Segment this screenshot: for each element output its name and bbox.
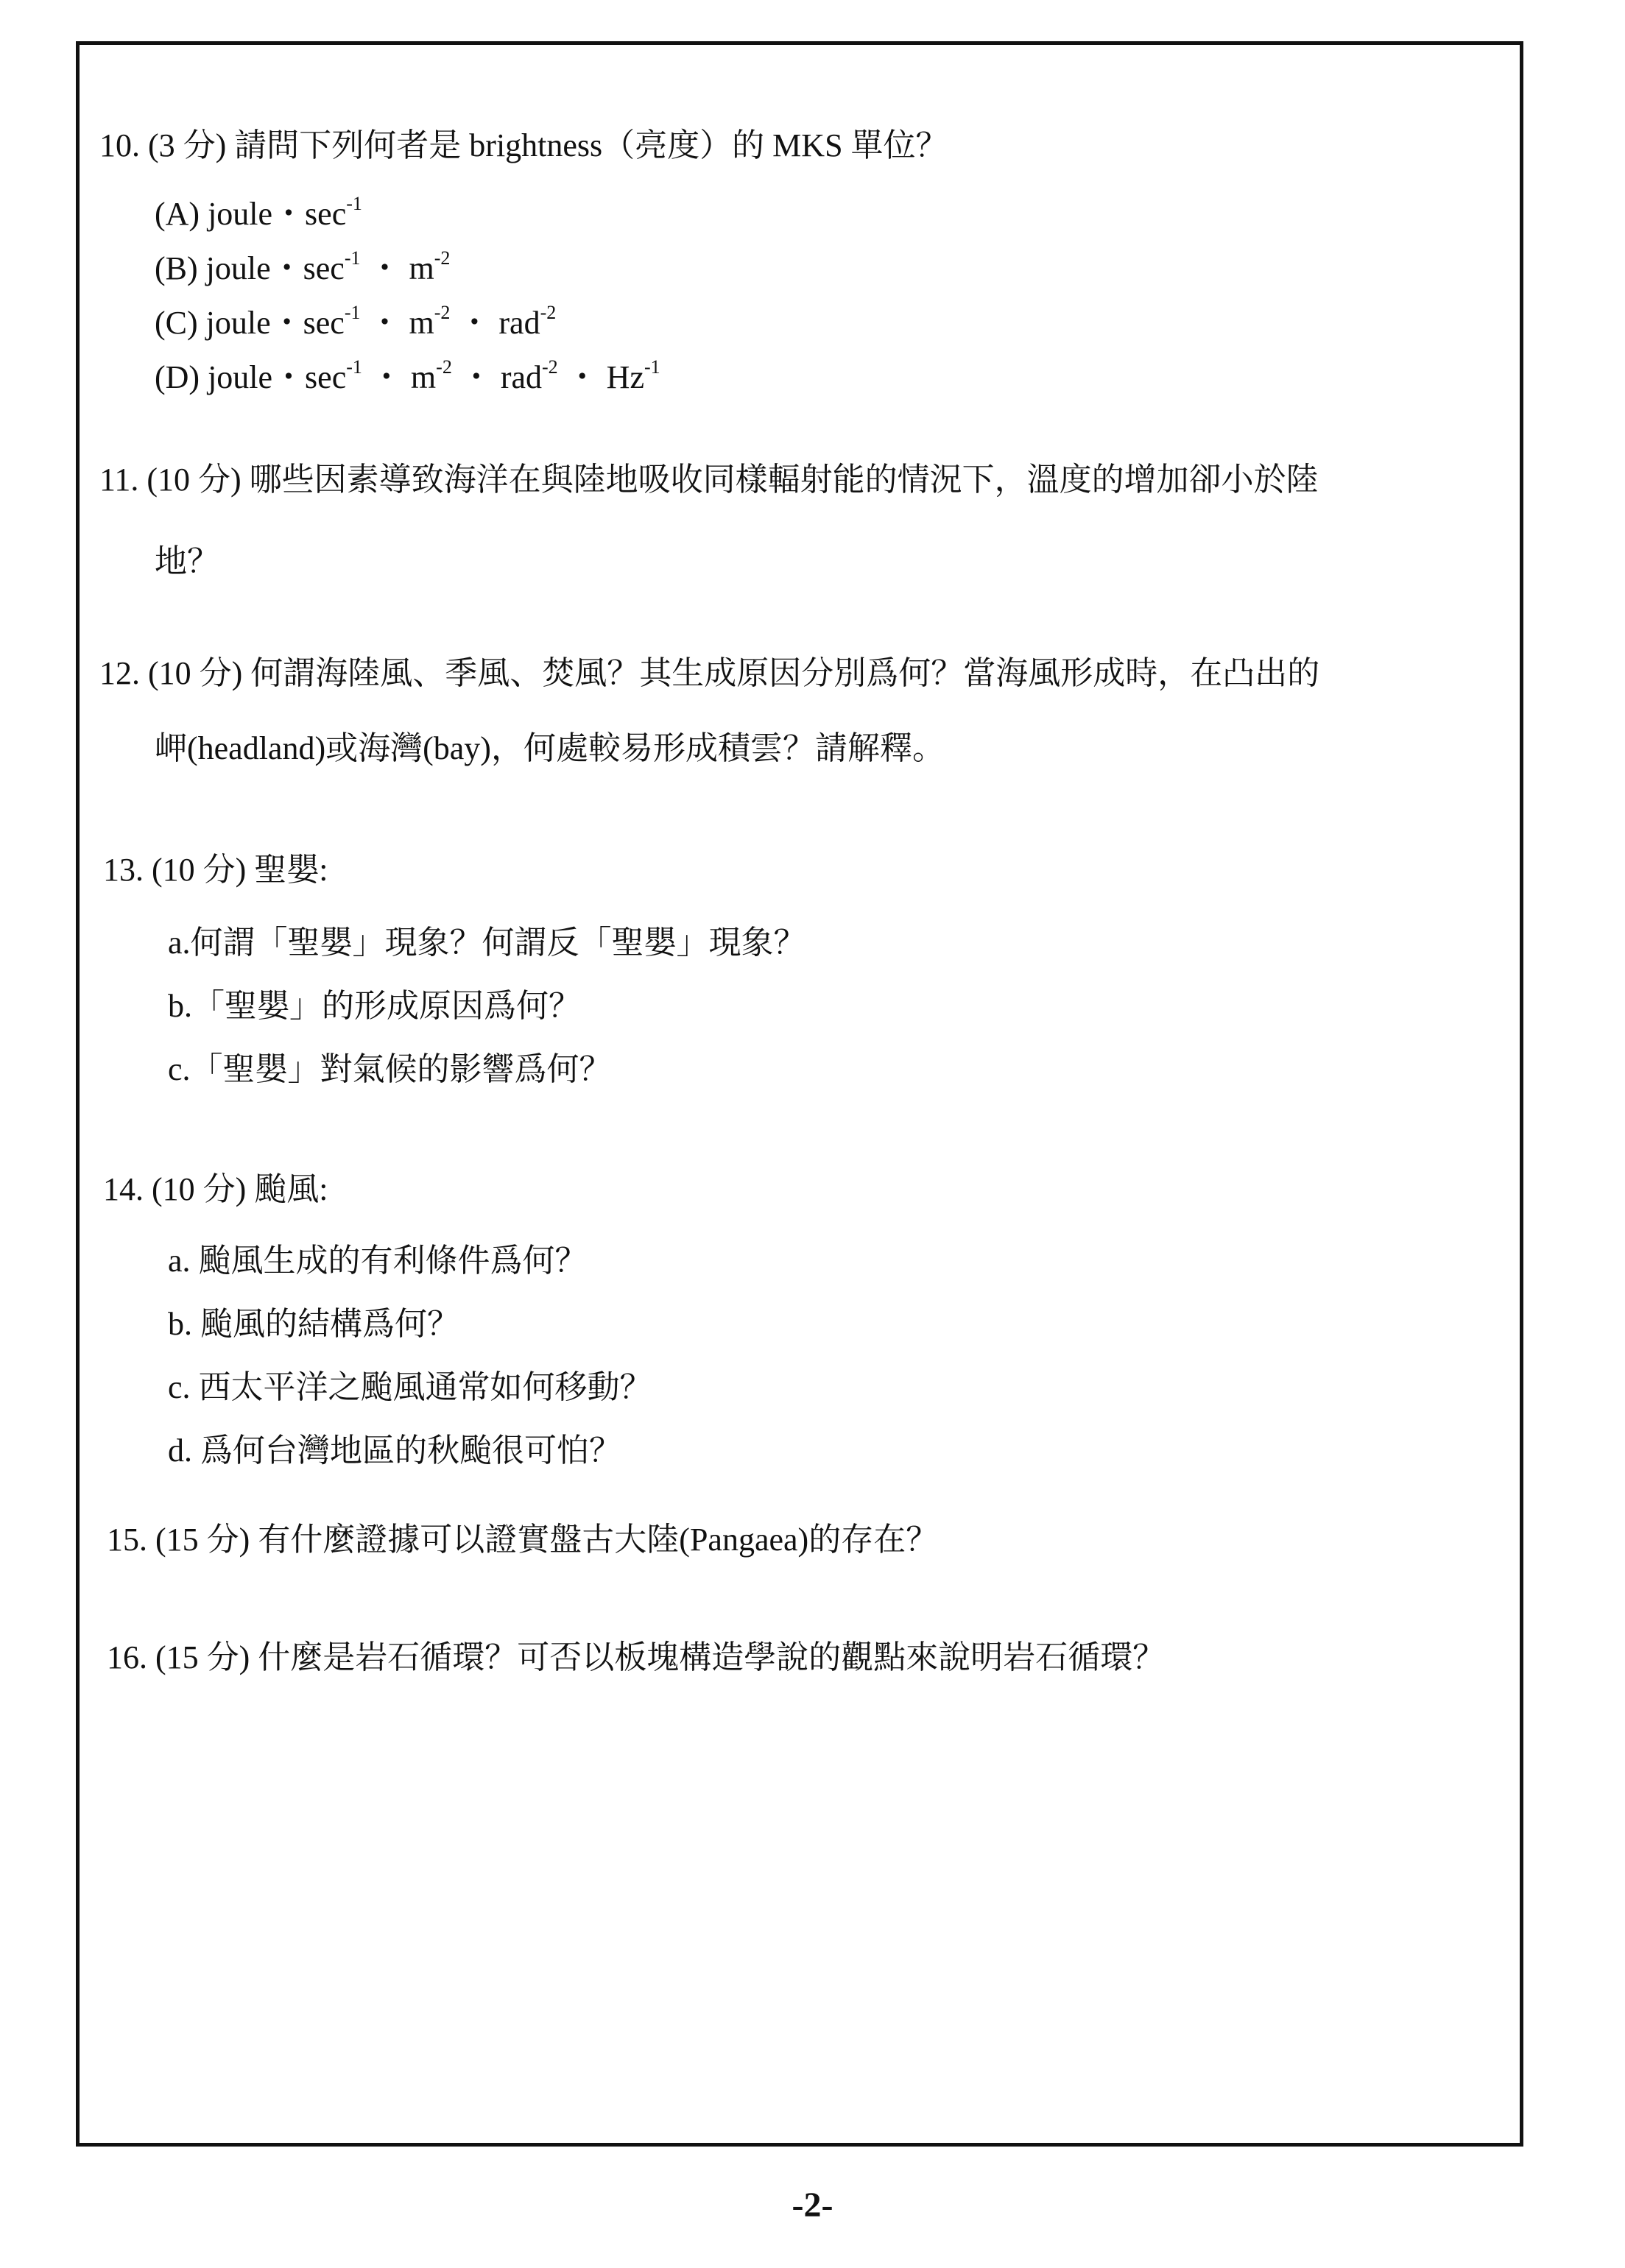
question-10-option-d (155, 350, 660, 398)
option-d-exponent-3: -2 (542, 356, 558, 378)
option-c-exponent-1: -1 (344, 302, 361, 323)
option-c-part-2: ・ m (360, 305, 434, 341)
question-14-item-b: b. 颱風的結構爲何？ (168, 1306, 459, 1342)
option-d-exponent-4: -1 (644, 356, 660, 378)
option-b-exponent-1: -1 (344, 247, 361, 269)
option-c-text: (C) joule・sec (155, 305, 345, 341)
option-d-exponent-1: -1 (346, 356, 362, 378)
question-10-option-b (155, 241, 450, 289)
page-number: -2- (792, 2186, 833, 2225)
option-c-exponent-3: -2 (540, 302, 557, 323)
question-16-stem: 16. (15 分) 什麼是岩石循環？可否以板塊構造學說的觀點來說明岩石循環？ (107, 1639, 1166, 1675)
question-14-item-d: d. 爲何台灣地區的秋颱很可怕？ (168, 1432, 621, 1469)
option-b-exponent-2: -2 (434, 247, 451, 269)
option-d-part-3: ・ rad (451, 359, 543, 395)
question-14-item-c: c. 西太平洋之颱風通常如何移動？ (168, 1369, 652, 1405)
question-14-item-a: a. 颱風生成的有利條件爲何？ (168, 1243, 588, 1279)
option-a-exponent-1: -1 (346, 193, 362, 214)
question-13-item-b: b.「聖嬰」的形成原因爲何？ (168, 988, 581, 1024)
question-11-line-1: 11. (10 分) 哪些因素導致海洋在與陸地吸收同樣輻射能的情況下，溫度的增加卻小於陸 (99, 462, 1319, 498)
question-13-item-a: a.何謂「聖嬰」現象？何謂反「聖嬰」現象？ (168, 925, 806, 961)
option-d-exponent-2: -2 (436, 356, 452, 378)
question-10-stem: 10. (3 分) 請問下列何者是 brightness（亮度）的 MKS 單位？ (99, 127, 948, 163)
option-b-text: (B) joule・sec (155, 250, 345, 286)
option-d-part-4: ・ Hz (557, 359, 644, 395)
question-11-line-2: 地？ (155, 543, 219, 579)
option-d-part-2: ・ m (362, 359, 437, 395)
question-10-option-a (155, 187, 362, 234)
question-14-stem: 14. (10 分) 颱風: (103, 1171, 328, 1207)
option-a-text: (A) joule・sec (155, 196, 347, 232)
question-13-stem: 13. (10 分) 聖嬰: (103, 852, 328, 888)
question-13-item-c: c.「聖嬰」對氣候的影響爲何？ (168, 1051, 612, 1087)
question-10-option-c (155, 296, 556, 343)
question-12-line-1: 12. (10 分) 何謂海陸風、季風、焚風？其生成原因分別爲何？當海風形成時，在凸出的 (99, 655, 1320, 691)
option-b-part-2: ・ m (360, 250, 434, 286)
question-15-stem: 15. (15 分) 有什麼證據可以證實盤古大陸(Pangaea)的存在？ (107, 1522, 939, 1558)
option-d-text: (D) joule・sec (155, 359, 347, 395)
option-c-exponent-2: -2 (434, 302, 451, 323)
question-12-line-2: 岬(headland)或海灣(bay)，何處較易形成積雲？請解釋。 (155, 730, 945, 766)
option-c-part-3: ・ rad (450, 305, 540, 341)
